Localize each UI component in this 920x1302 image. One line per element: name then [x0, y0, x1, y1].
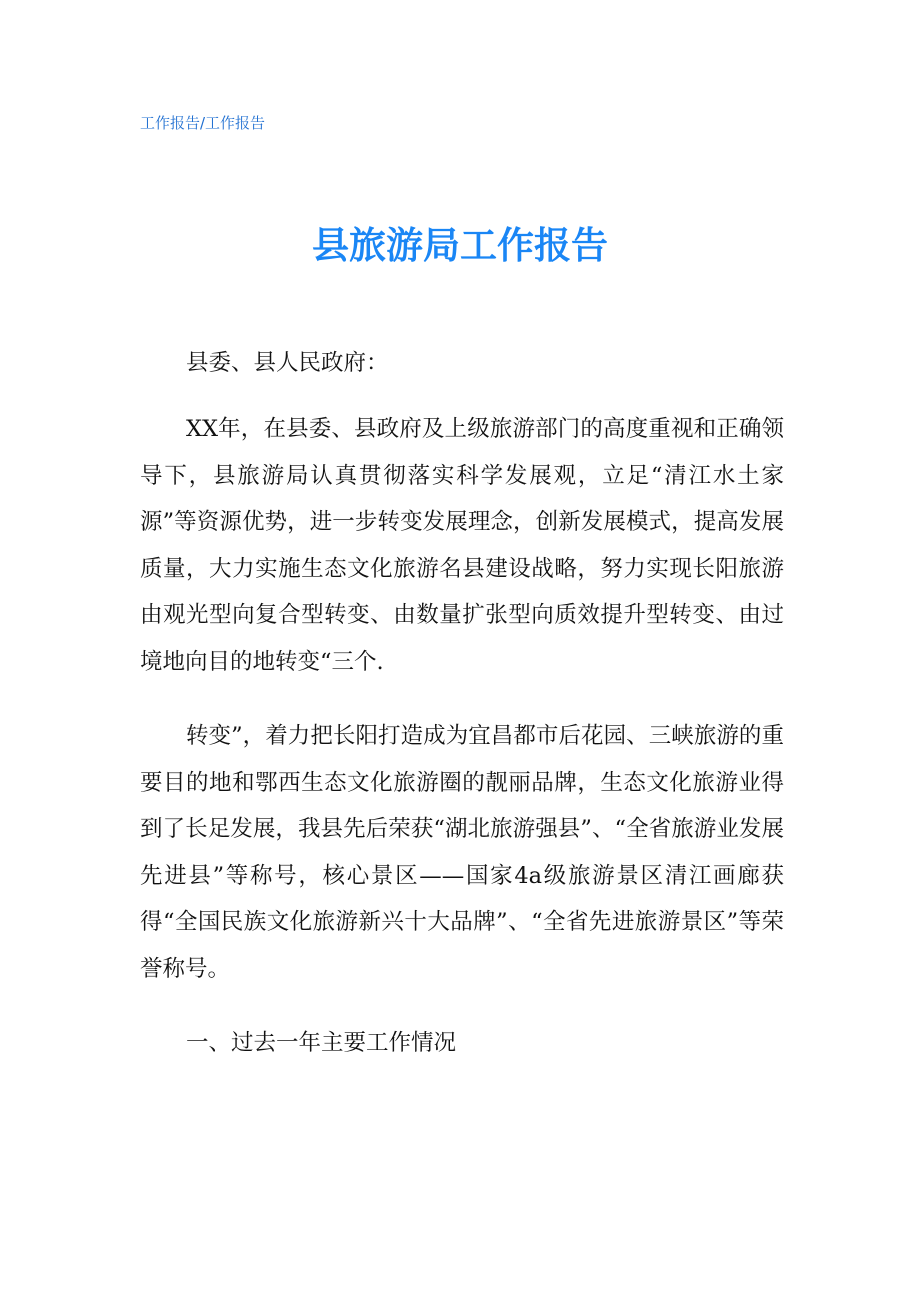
- body-paragraph-2: 转变”，着力把长阳打造成为宜昌都市后花园、三峡旅游的重要目的地和鄂西生态文化旅游圈的靓丽品牌，生态文化旅游业得到了长足发展，我县先后荣获“湖北旅游强县”、“全省旅游业发展先进县”等称号，核心景区——国家4a级旅游景区清江画廊获得“全国民族文化旅游新兴十大品牌”、“全省先进旅游景区”等荣誉称号。: [140, 723, 784, 982]
- section-heading: 一、过去一年主要工作情况: [186, 1030, 457, 1056]
- document-title: 县旅游局工作报告: [312, 224, 608, 267]
- body-paragraph-1: XX年，在县委、县政府及上级旅游部门的高度重视和正确领导下，县旅游局认真贯彻落实科学发展观，立足“清江水土家源”等资源优势，进一步转变发展理念，创新发展模式，提高发展质量，大力实施生态文化旅游名县建设战略，努力实现长阳旅游由观光型向复合型转变、由数量扩张型向质效提升型转变、由过境地向目的地转变“三个.: [140, 416, 784, 675]
- salutation: 县委、县人民政府：: [186, 350, 389, 376]
- breadcrumb[interactable]: 工作报告/工作报告: [140, 114, 266, 132]
